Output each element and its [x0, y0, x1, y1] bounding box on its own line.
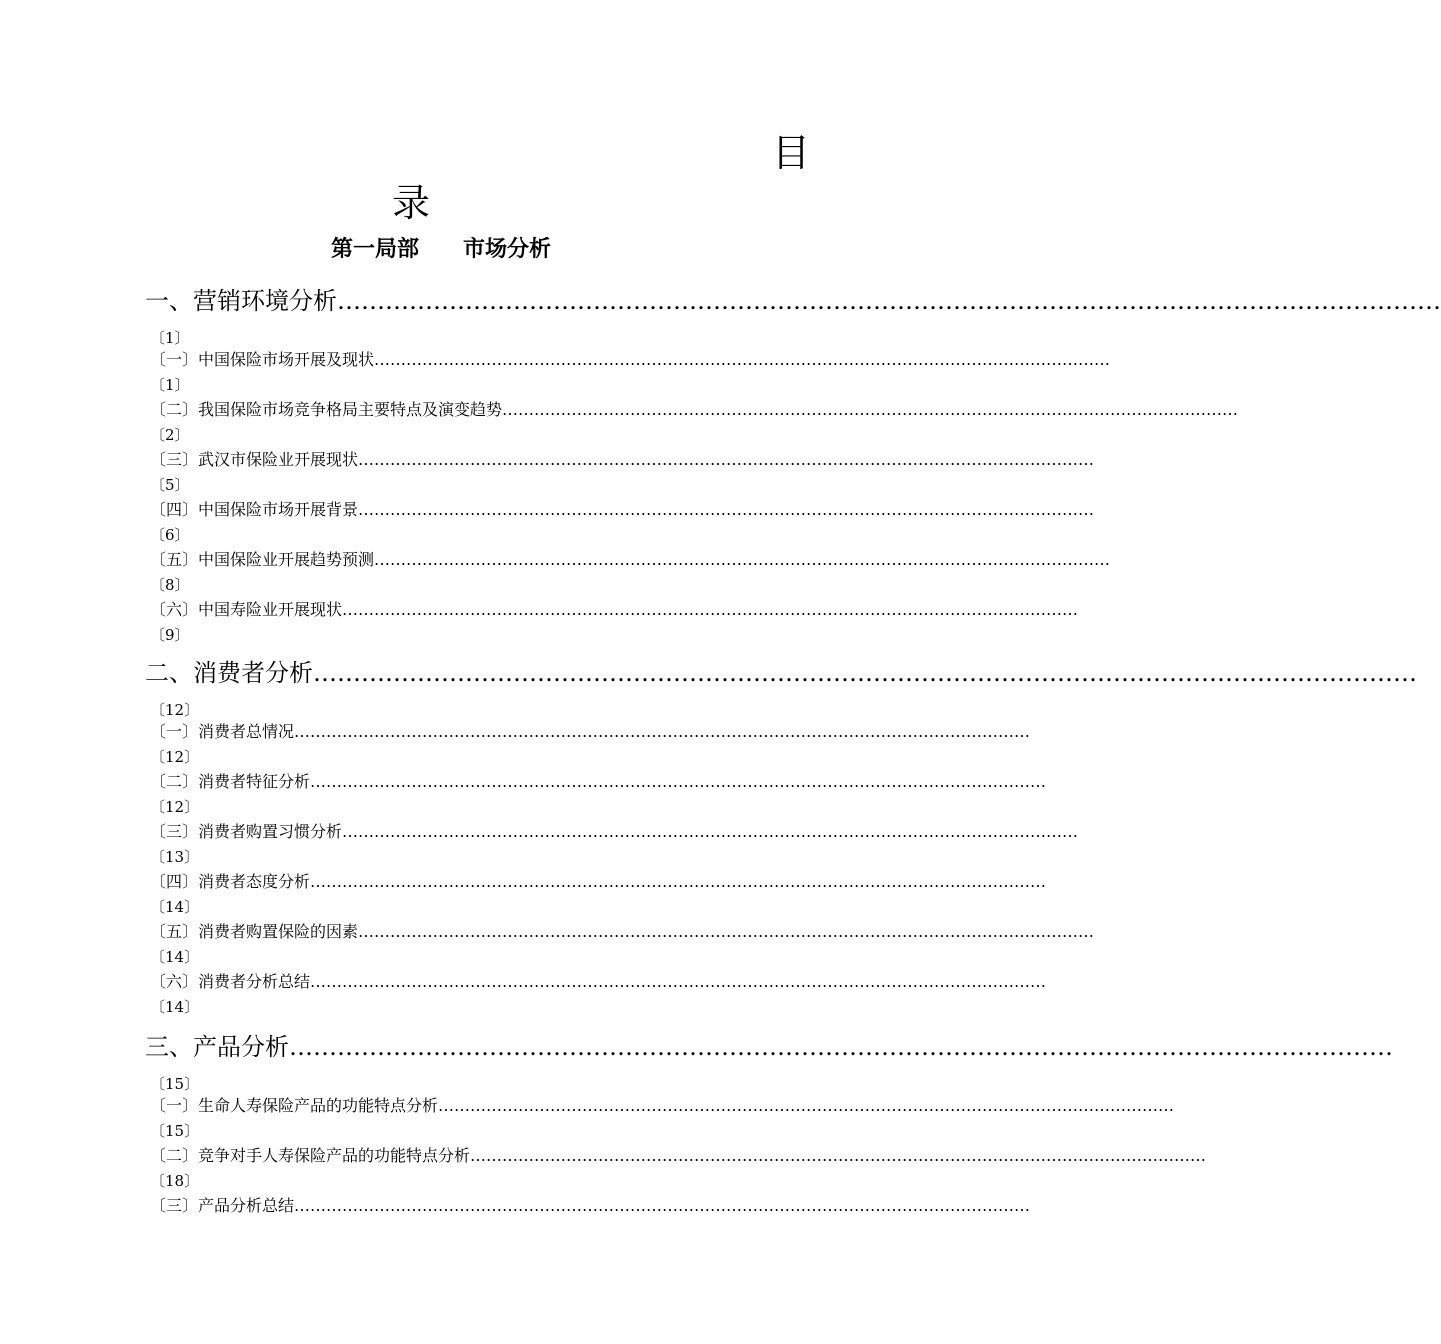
toc-item-row — [150, 1144, 1207, 1168]
toc-leader-dots: ………………………………………………………………………………………………………………………… — [289, 1033, 1393, 1061]
toc-item-label: 〔四〕中国保险市场开展背景 — [150, 500, 359, 519]
toc-leader-dots: ………………………………………………………………………………………………………………………… — [310, 772, 1047, 791]
toc-section-row — [145, 656, 1417, 690]
toc-item-label: 〔六〕中国寿险业开展现状 — [150, 600, 343, 619]
toc-page-number: 〔14〕 — [150, 898, 200, 916]
toc-leader-dots: ………………………………………………………………………………………………………………………… — [337, 287, 1441, 315]
toc-item-label: 〔二〕竞争对手人寿保险产品的功能特点分析 — [150, 1146, 471, 1165]
toc-item-row — [150, 970, 1047, 994]
toc-leader-dots: ………………………………………………………………………………………………………………………… — [374, 350, 1111, 369]
toc-leader-dots: ………………………………………………………………………………………………………………………… — [294, 1196, 1031, 1215]
toc-leader-dots: ………………………………………………………………………………………………………………………… — [313, 659, 1417, 687]
part-heading: 第一局部 市场分析 — [331, 237, 552, 262]
toc-page-number: 〔8〕 — [150, 576, 190, 594]
toc-page-number: 〔6〕 — [150, 526, 190, 544]
toc-leader-dots: ………………………………………………………………………………………………………………………… — [342, 822, 1079, 841]
toc-item-label: 〔一〕消费者总情况 — [150, 722, 295, 741]
toc-item-label: 〔二〕我国保险市场竞争格局主要特点及演变趋势 — [150, 400, 503, 419]
toc-item-row — [150, 548, 1111, 572]
toc-leader-dots: ………………………………………………………………………………………………………………………… — [502, 400, 1239, 419]
toc-item-label: 〔二〕消费者特征分析 — [150, 772, 311, 791]
toc-item-label: 〔一〕中国保险市场开展及现状 — [150, 350, 375, 369]
toc-item-label: 〔三〕产品分析总结 — [150, 1196, 295, 1215]
toc-leader-dots: ………………………………………………………………………………………………………………………… — [358, 450, 1095, 469]
toc-item-label: 〔三〕武汉市保险业开展现状 — [150, 450, 359, 469]
toc-page-number: 〔12〕 — [150, 748, 200, 766]
toc-item-row — [150, 498, 1095, 522]
toc-item-row — [150, 820, 1079, 844]
toc-page-number: 〔5〕 — [150, 476, 190, 494]
toc-item-row — [150, 348, 1111, 372]
toc-page-number: 〔9〕 — [150, 626, 190, 644]
toc-item-row — [150, 1094, 1175, 1118]
toc-page-number: 〔15〕 — [150, 1075, 200, 1093]
toc-page-number: 〔2〕 — [150, 426, 190, 444]
toc-item-row — [150, 448, 1095, 472]
toc-page-number: 〔1〕 — [150, 376, 190, 394]
toc-item-label: 〔五〕中国保险业开展趋势预测 — [150, 550, 375, 569]
toc-item-label: 〔三〕消费者购置习惯分析 — [150, 822, 343, 841]
toc-section-row — [145, 1030, 1393, 1064]
toc-section-label: 二、消费者分析 — [145, 659, 313, 687]
toc-title-char-1: 目 — [772, 131, 811, 175]
toc-item-row — [150, 598, 1079, 622]
toc-item-row — [150, 870, 1047, 894]
toc-item-label: 〔五〕消费者购置保险的因素 — [150, 922, 359, 941]
toc-item-label: 〔六〕消费者分析总结 — [150, 972, 311, 991]
toc-page-number: 〔15〕 — [150, 1122, 200, 1140]
toc-item-label: 〔四〕消费者态度分析 — [150, 872, 311, 891]
toc-item-row — [150, 1194, 1031, 1218]
toc-section-row — [145, 284, 1441, 318]
toc-leader-dots: ………………………………………………………………………………………………………………………… — [310, 972, 1047, 991]
toc-leader-dots: ………………………………………………………………………………………………………………………… — [374, 550, 1111, 569]
toc-section-label: 三、产品分析 — [145, 1033, 289, 1061]
toc-item-row — [150, 770, 1047, 794]
toc-leader-dots: ………………………………………………………………………………………………………………………… — [438, 1096, 1175, 1115]
toc-leader-dots: ………………………………………………………………………………………………………………………… — [294, 722, 1031, 741]
toc-section-label: 一、营销环境分析 — [145, 287, 337, 315]
toc-item-row — [150, 720, 1031, 744]
toc-item-row — [150, 920, 1095, 944]
toc-page-number: 〔12〕 — [150, 701, 200, 719]
toc-page-number: 〔12〕 — [150, 798, 200, 816]
toc-leader-dots: ………………………………………………………………………………………………………………………… — [358, 500, 1095, 519]
toc-page-number: 〔1〕 — [150, 329, 190, 347]
toc-leader-dots: ………………………………………………………………………………………………………………………… — [358, 922, 1095, 941]
toc-page-number: 〔13〕 — [150, 848, 200, 866]
toc-page-number: 〔14〕 — [150, 998, 200, 1016]
toc-leader-dots: ………………………………………………………………………………………………………………………… — [470, 1146, 1207, 1165]
toc-item-label: 〔一〕生命人寿保险产品的功能特点分析 — [150, 1096, 439, 1115]
toc-page-number: 〔14〕 — [150, 948, 200, 966]
toc-title-char-2: 录 — [392, 181, 431, 225]
toc-page-number: 〔18〕 — [150, 1172, 200, 1190]
toc-item-row — [150, 398, 1239, 422]
toc-leader-dots: ………………………………………………………………………………………………………………………… — [310, 872, 1047, 891]
toc-leader-dots: ………………………………………………………………………………………………………………………… — [342, 600, 1079, 619]
